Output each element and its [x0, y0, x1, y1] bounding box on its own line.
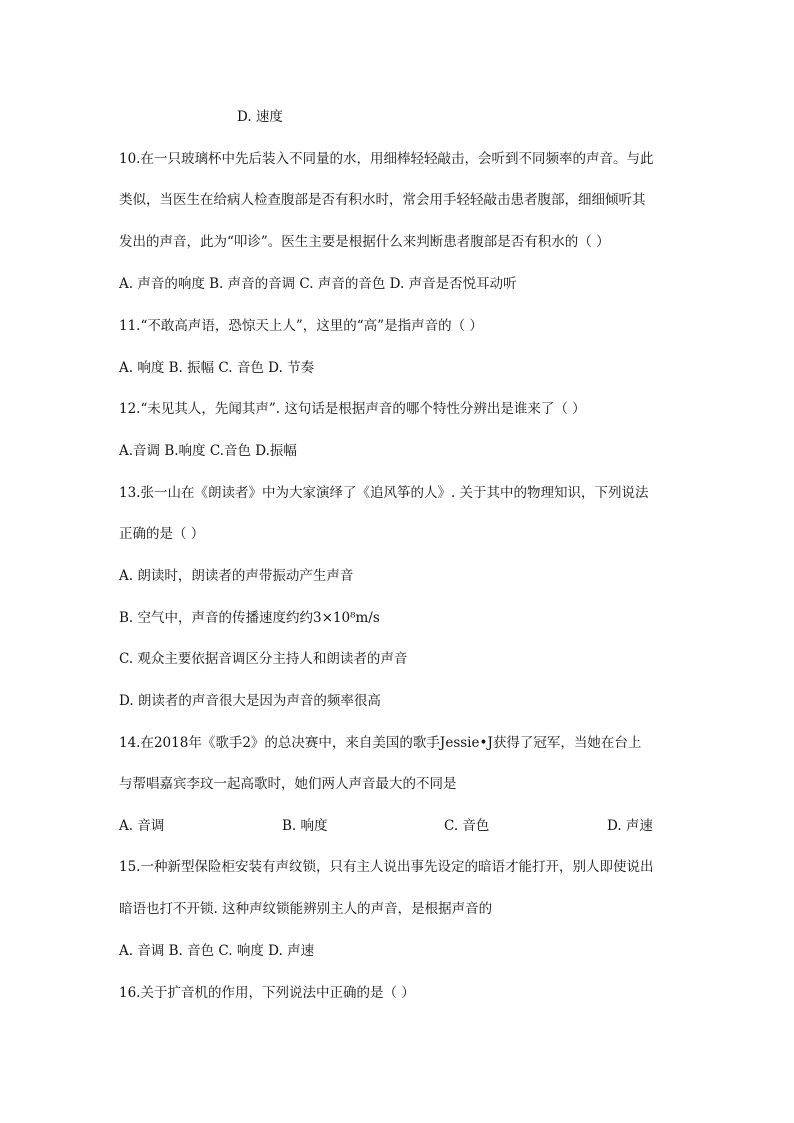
- question-11-stem: 11.“不敢高声语，恐惊天上人”，这里的“高”是指声音的（ ）: [119, 318, 483, 334]
- question-13-option-d: D. 朗读者的声音很大是因为声音的频率很高: [119, 693, 381, 709]
- question-14-option-d: D. 声速: [607, 818, 653, 834]
- question-13-line-1: 13.张一山在《朗读者》中为大家演绎了《追风筝的人》. 关于其中的物理知识，下列说法: [119, 485, 649, 501]
- question-15-line-1: 15.一种新型保险柜安装有声纹锁，只有主人说出事先设定的暗语才能打开，别人即使说出: [119, 859, 654, 875]
- question-13-option-c: C. 观众主要依据音调区分主持人和朗读者的声音: [119, 651, 408, 667]
- question-13-option-a: A. 朗读时，朗读者的声带振动产生声音: [119, 568, 354, 584]
- question-10-line-1: 10.在一只玻璃杯中先后装入不同量的水，用细棒轻轻敲击，会听到不同频率的声音。与此: [119, 151, 654, 167]
- question-12-stem: 12.“未见其人，先闻其声”. 这句话是根据声音的哪个特性分辨出是谁来了（ ）: [119, 401, 586, 417]
- question-15-line-2: 暗语也打不开锁. 这种声纹锁能辨别主人的声音，是根据声音的: [119, 901, 493, 917]
- question-10-options: A. 声音的响度 B. 声音的音调 C. 声音的音色 D. 声音是否悦耳动听: [119, 276, 517, 292]
- question-13-line-2: 正确的是（ ）: [119, 526, 205, 542]
- question-14-line-2: 与帮唱嘉宾李玟一起高歌时，她们两人声音最大的不同是: [119, 776, 457, 792]
- question-10-line-2: 类似，当医生在给病人检查腹部是否有积水时，常会用手轻轻敲击患者腹部，细细倾听其: [119, 192, 646, 208]
- question-10-line-3: 发出的声音，此为“叩诊”。医生主要是根据什么来判断患者腹部是否有积水的（ ）: [119, 234, 610, 250]
- question-14-line-1: 14.在2018年《歌手2》的总决赛中，来自美国的歌手Jessie•J获得了冠军，当她在台上: [119, 735, 642, 751]
- question-16-stem: 16.关于扩音机的作用，下列说法中正确的是（ ）: [119, 985, 415, 1001]
- question-13-option-b: B. 空气中，声音的传播速度约约3×10⁸m/s: [119, 610, 380, 626]
- question-11-options: A. 响度 B. 振幅 C. 音色 D. 节奏: [119, 360, 315, 376]
- question-14-option-a: A. 音调: [119, 818, 165, 834]
- question-14-option-b: B. 响度: [282, 818, 328, 834]
- option-d-speed: D. 速度: [237, 109, 283, 125]
- question-14-option-c: C. 音色: [444, 818, 490, 834]
- question-12-options: A.音调 B.响度 C.音色 D.振幅: [119, 443, 297, 459]
- question-15-options: A. 音调 B. 音色 C. 响度 D. 声速: [119, 943, 315, 959]
